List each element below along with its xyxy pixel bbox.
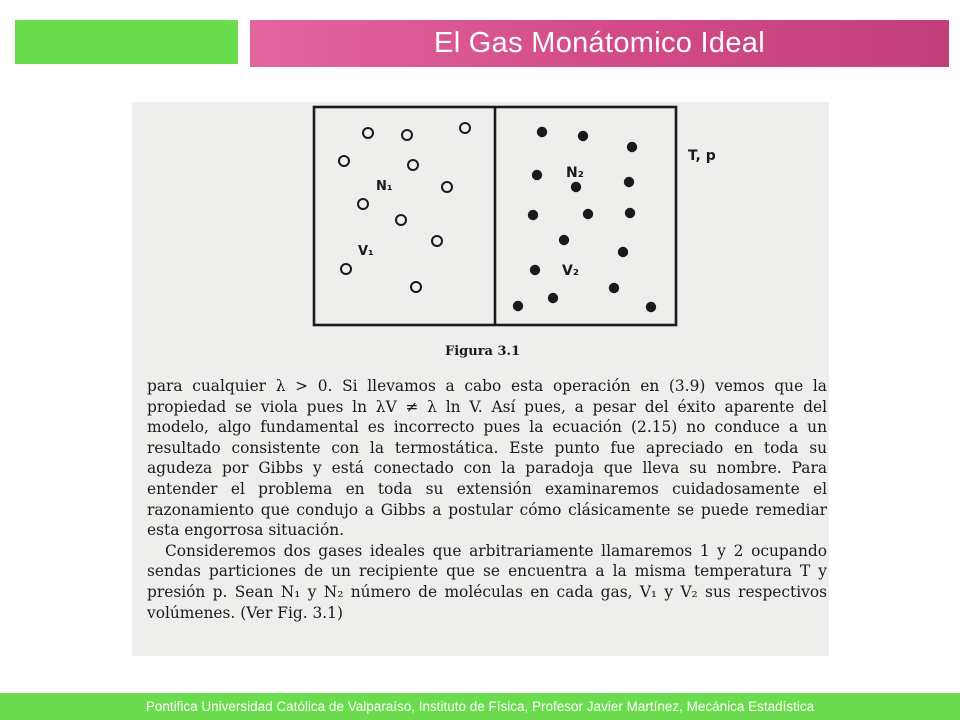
paragraph-1: para cualquier λ > 0. Si llevamos a cabo esta operación en (3.9) vemos que la propiedad se viola pues ln λV ≠ λ ln V. Así pues, a pesar del éxito aparente del modelo, algo fundamental es incorrecto pues la ecuación (2.15) no conduce a un resultado consistente con la termostática. Este punto fue apreciado en toda su agudeza por Gibbs y está conectado con la paradoja que lleva su nombre. Para entender el problema en toda su extensión examinaremos cuidadosamente el razonamiento que condujo a Gibbs a postular cómo clásicamente se puede remediar esta engorrosa situación. — [147, 377, 827, 540]
open-particle — [396, 215, 406, 225]
open-particle — [341, 264, 351, 274]
filled-particle — [624, 177, 634, 187]
filled-particle — [537, 127, 547, 137]
filled-particle — [513, 301, 523, 311]
filled-particle — [559, 235, 569, 245]
left-gas-particles — [339, 123, 470, 292]
filled-particle — [530, 265, 540, 275]
scanned-page-image — [132, 102, 829, 656]
slide-title: El Gas Monátomico Ideal — [434, 27, 765, 59]
green-accent-block — [15, 20, 238, 64]
paragraph-2: Consideremos dos gases ideales que arbitrariamente llamaremos 1 y 2 ocupando sendas particiones de un recipiente que se encuentra a la misma temperatura T y presión p. Sean N₁ y N₂ número de moléculas en cada gas, V₁ y V₂ sus respectivos volúmenes. (Ver Fig. 3.1) — [147, 541, 827, 622]
filled-particle — [618, 247, 628, 257]
label-v2: V₂ — [562, 263, 579, 279]
label-tp: T, p — [688, 148, 716, 164]
title-bar — [250, 20, 949, 67]
filled-particle — [578, 131, 588, 141]
footer-text: Pontifica Universidad Católica de Valparaíso, Instituto de Física, Profesor Javier Martínez, Mecánica Estadística — [145, 699, 815, 714]
open-particle — [363, 128, 373, 138]
open-particle — [358, 199, 368, 209]
filled-particle — [646, 302, 656, 312]
footer-bar — [0, 693, 960, 720]
filled-particle — [532, 170, 542, 180]
open-particle — [408, 160, 418, 170]
open-particle — [411, 282, 421, 292]
label-v1: V₁ — [358, 244, 374, 259]
label-n1: N₁ — [376, 179, 393, 194]
label-n2: N₂ — [566, 165, 584, 181]
body-text — [147, 376, 827, 623]
filled-particle — [609, 283, 619, 293]
open-particle — [339, 156, 349, 166]
open-particle — [460, 123, 470, 133]
filled-particle — [627, 142, 637, 152]
open-particle — [442, 182, 452, 192]
filled-particle — [571, 182, 581, 192]
filled-particle — [548, 293, 558, 303]
figure-caption: Figura 3.1 — [445, 344, 521, 359]
right-gas-particles — [513, 127, 656, 312]
filled-particle — [583, 209, 593, 219]
open-particle — [402, 130, 412, 140]
filled-particle — [528, 210, 538, 220]
open-particle — [432, 236, 442, 246]
filled-particle — [625, 208, 635, 218]
